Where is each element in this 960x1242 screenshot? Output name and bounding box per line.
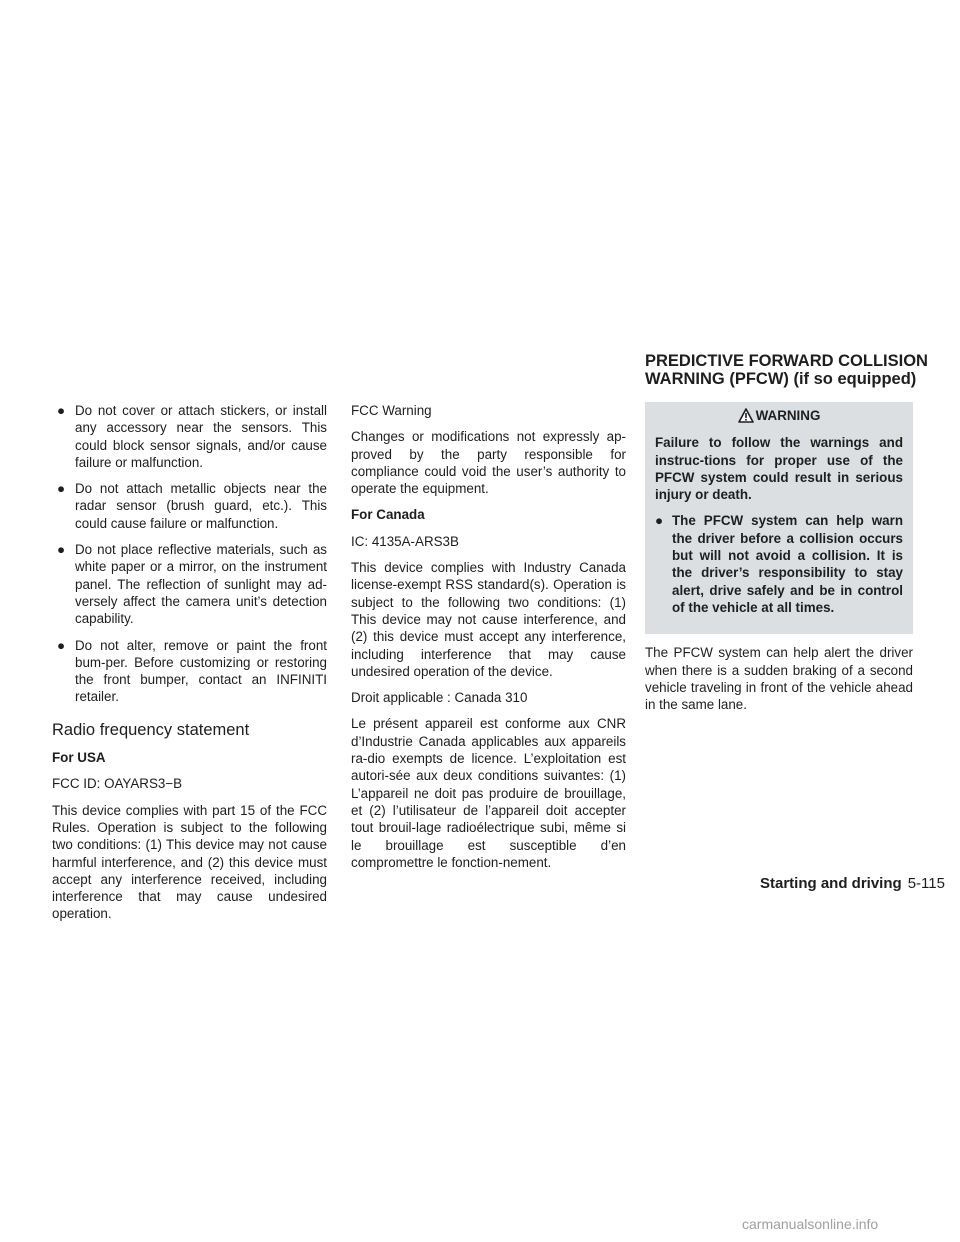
french-paragraph: Le présent appareil est conforme aux CNR d’Industrie Canada applicables aux appareils ra-dio exempts de licence. L’exploitation est autori-sée aux deux conditions suivantes: (1) L’appareil ne doit pas produire de brouillage, et (2) l’utilisateur de l’appareil doit accepter tout brouil-lage radioélectrique subi, même si le brouillage est susceptible d’en compromettre le fonction-nement. bbox=[351, 716, 626, 870]
fcc-id: FCC ID: OAYARS3−B bbox=[52, 776, 183, 792]
warning-label: WARNING bbox=[755, 408, 821, 423]
bullet-text: Do not attach metallic objects near the radar sensor (brush guard, etc.). This could cause failure or malfunction. bbox=[75, 481, 327, 531]
ic-number: IC: 4135A-ARS3B bbox=[351, 533, 459, 549]
column-3 bbox=[645, 402, 913, 722]
bullet-icon: ● bbox=[57, 481, 66, 497]
list-item bbox=[52, 637, 327, 706]
droit-applicable: Droit applicable : Canada 310 bbox=[351, 690, 528, 706]
bullet-icon: ● bbox=[57, 403, 66, 418]
column-2 bbox=[351, 402, 626, 880]
bullet-text: The PFCW system can help warn the driver before a collision occurs but will not avoid a collision. It is the driver’s responsibility to stay alert, drive safely and be in control of the vehicle at all times. bbox=[672, 513, 903, 615]
list-item bbox=[52, 541, 327, 627]
usa-paragraph: This device complies with part 15 of the FCC Rules. Operation is subject to the following two conditions: (1) This device may not cause harmful interference, and (2) this device must accept any interference received, including interference that may cause undesired operation. bbox=[52, 802, 327, 922]
watermark: carmanualsonline.info bbox=[742, 1216, 879, 1232]
warning-header bbox=[655, 402, 903, 424]
bullet-icon: ● bbox=[655, 513, 664, 529]
page-number: 5-115 bbox=[907, 875, 945, 892]
list-item bbox=[52, 480, 327, 532]
column-1 bbox=[52, 402, 327, 932]
page-footer bbox=[760, 875, 945, 892]
list-item bbox=[52, 402, 327, 471]
pfcw-paragraph: The PFCW system can help alert the driver when there is a sudden braking of a second vehicle traveling in front of the vehicle ahead in the same lane. bbox=[645, 645, 913, 713]
radio-frequency-heading: Radio frequency statement bbox=[52, 720, 250, 739]
canada-subheading: For Canada bbox=[351, 507, 425, 523]
canada-paragraph: This device complies with Industry Canada license-exempt RSS standard(s). Operation is subject to the following two conditions: (1) This device may not cause interference, and (2) this device must accept any interference, including interference that may cause undesired operation of the device. bbox=[351, 560, 626, 679]
usa-subheading: For USA bbox=[52, 750, 106, 766]
bullet-text: Do not alter, remove or paint the front bum-per. Before customizing or restoring the front bumper, contact an INFINITI retailer. bbox=[75, 637, 327, 705]
section-title: PREDICTIVE FORWARD COLLISION WARNING (PFCW) (if so equipped) bbox=[645, 352, 928, 388]
warning-box bbox=[645, 402, 913, 634]
bullet-text: Do not cover or attach stickers, or install any accessory near the sensors. This could block sensor signals, and/or cause failure or malfunction. bbox=[75, 403, 327, 470]
footer-section-name: Starting and driving bbox=[760, 875, 902, 892]
fcc-warning-paragraph: Changes or modifications not expressly ap-proved by the party responsible for compliance could void the user’s authority to operate the equipment. bbox=[351, 429, 626, 497]
bullet-text: Do not place reflective materials, such as white paper or a mirror, on the instrument panel. The reflection of sunlight may ad-versely affect the camera unit’s detection capability. bbox=[75, 542, 327, 627]
bullet-icon: ● bbox=[57, 542, 66, 558]
warning-triangle-icon bbox=[738, 408, 754, 423]
fcc-warning-label: FCC Warning bbox=[351, 403, 432, 418]
warning-paragraph: Failure to follow the warnings and instruc-tions for proper use of the PFCW system could result in serious injury or death. bbox=[655, 435, 903, 503]
warning-list-item bbox=[655, 512, 903, 616]
bullet-icon: ● bbox=[57, 637, 66, 653]
